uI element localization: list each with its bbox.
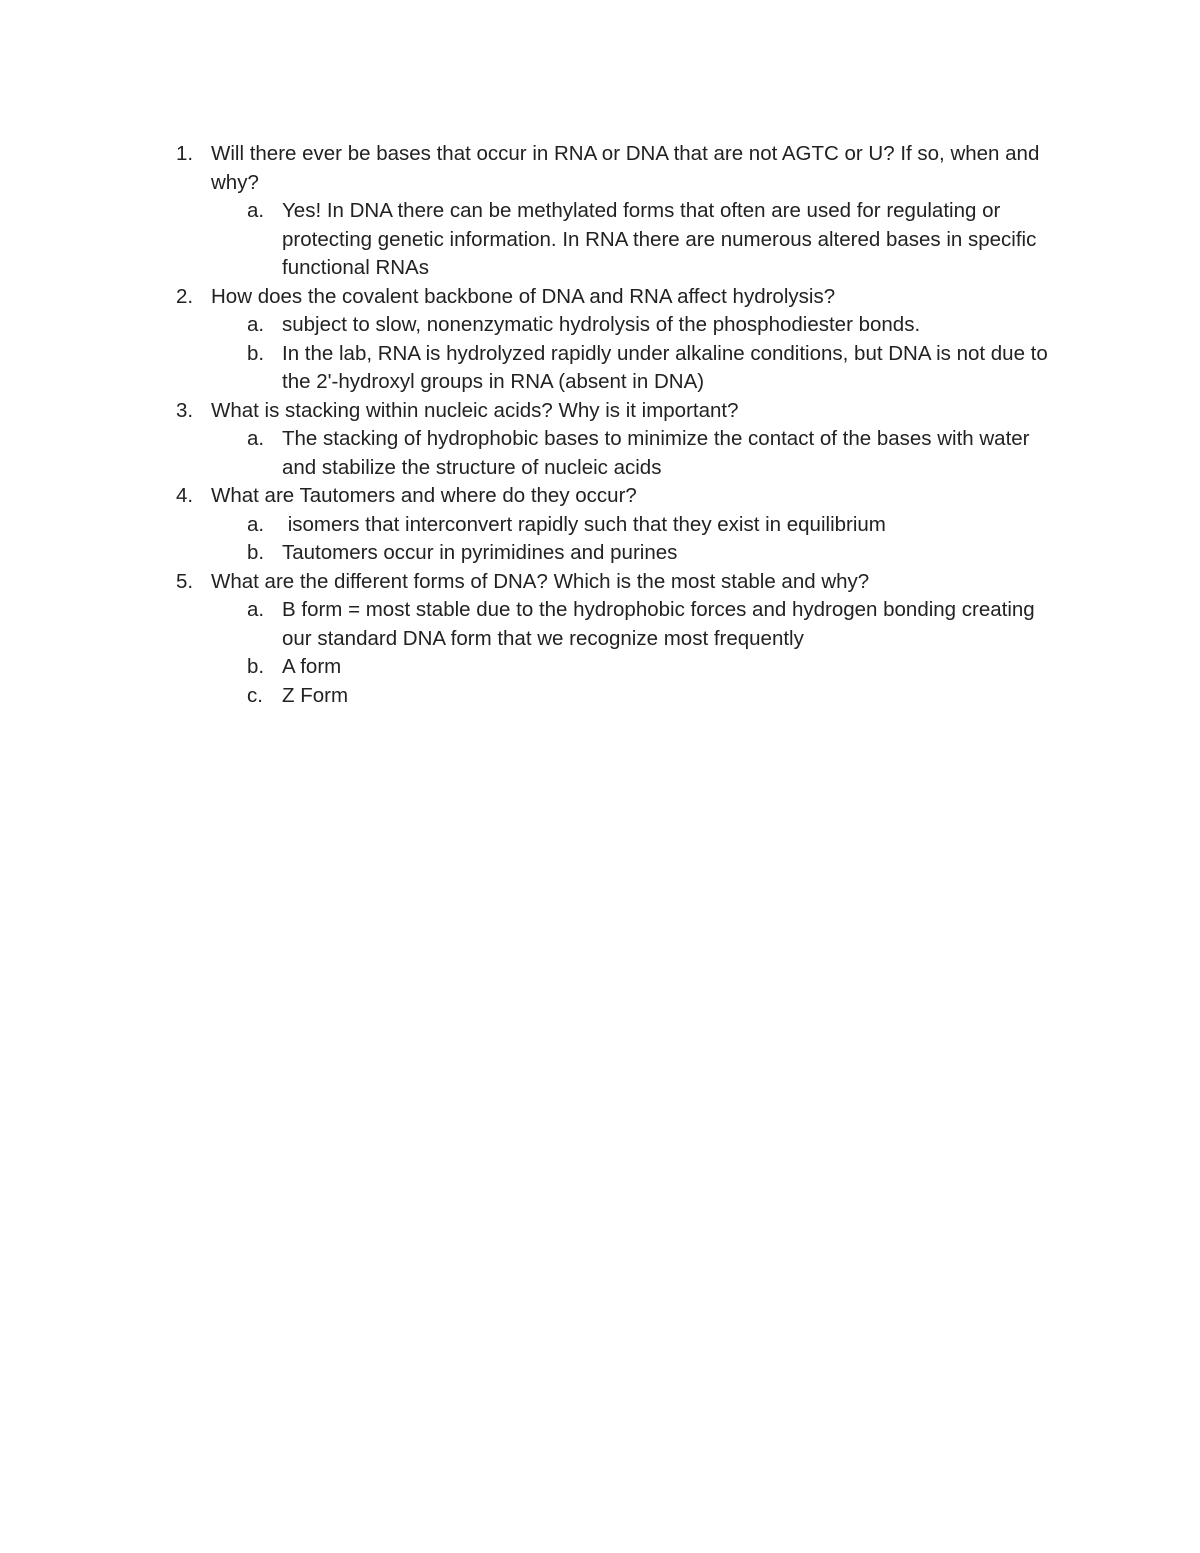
answer-item xyxy=(211,596,1050,653)
question-number: 5. xyxy=(176,569,194,593)
answer-text: In the lab, RNA is hydrolyzed rapidly under alkaline conditions, but DNA is not due to the 2'-hydroxyl groups in RNA (absent in DNA) xyxy=(282,341,1048,393)
answer-text: subject to slow, nonenzymatic hydrolysis of the phosphodiester bonds. xyxy=(282,313,921,336)
question-number: 4. xyxy=(176,484,194,507)
answer-letter: b. xyxy=(247,341,265,365)
answer-item xyxy=(211,197,1050,283)
question-item-2 xyxy=(170,283,1050,397)
answer-item xyxy=(211,311,1050,340)
answer-letter: a. xyxy=(247,199,265,222)
answer-list xyxy=(211,596,1050,710)
answer-list xyxy=(211,511,1050,568)
answer-item xyxy=(211,425,1050,482)
question-number: 3. xyxy=(176,398,194,422)
answer-letter: b. xyxy=(247,541,265,564)
question-item-4 xyxy=(170,482,1050,568)
answer-item xyxy=(211,511,1050,540)
answer-letter: a. xyxy=(247,313,265,336)
answer-text: isomers that interconvert rapidly such that they exist in equilibrium xyxy=(282,512,886,536)
answer-text: Yes! In DNA there can be methylated forms that often are used for regulating or protecting genetic information. In RNA there are numerous altered bases in specific functional RNAs xyxy=(282,199,1037,279)
question-number: 2. xyxy=(176,284,194,308)
answer-item xyxy=(211,653,1050,682)
question-list xyxy=(170,140,1050,710)
answer-text: Z Form xyxy=(282,683,349,707)
answer-text: The stacking of hydrophobic bases to minimize the contact of the bases with water and stabilize the structure of nucleic acids xyxy=(282,427,1030,479)
question-item-1 xyxy=(170,140,1050,283)
answer-list xyxy=(211,197,1050,283)
answer-letter: b. xyxy=(247,655,265,678)
question-item-5 xyxy=(170,568,1050,711)
answer-letter: a. xyxy=(247,512,265,536)
answer-letter: a. xyxy=(247,427,265,450)
question-item-3 xyxy=(170,397,1050,483)
answer-item xyxy=(211,340,1050,397)
question-text: What are Tautomers and where do they occur? xyxy=(211,484,637,507)
answer-letter: a. xyxy=(247,598,265,621)
question-text: What are the different forms of DNA? Which is the most stable and why? xyxy=(211,569,870,593)
question-number: 1. xyxy=(176,142,194,165)
answer-item xyxy=(211,539,1050,568)
answer-text: B form = most stable due to the hydrophobic forces and hydrogen bonding creating our standard DNA form that we recognize most frequently xyxy=(282,598,1035,650)
answer-item xyxy=(211,682,1050,711)
question-text: How does the covalent backbone of DNA and RNA affect hydrolysis? xyxy=(211,284,836,308)
question-text: What is stacking within nucleic acids? Why is it important? xyxy=(211,398,739,422)
answer-text: A form xyxy=(282,655,342,678)
answer-text: Tautomers occur in pyrimidines and purines xyxy=(282,541,678,564)
answer-list xyxy=(211,311,1050,397)
answer-letter: c. xyxy=(247,683,263,707)
answer-list xyxy=(211,425,1050,482)
question-text: Will there ever be bases that occur in RNA or DNA that are not AGTC or U? If so, when and why? xyxy=(211,142,1040,194)
